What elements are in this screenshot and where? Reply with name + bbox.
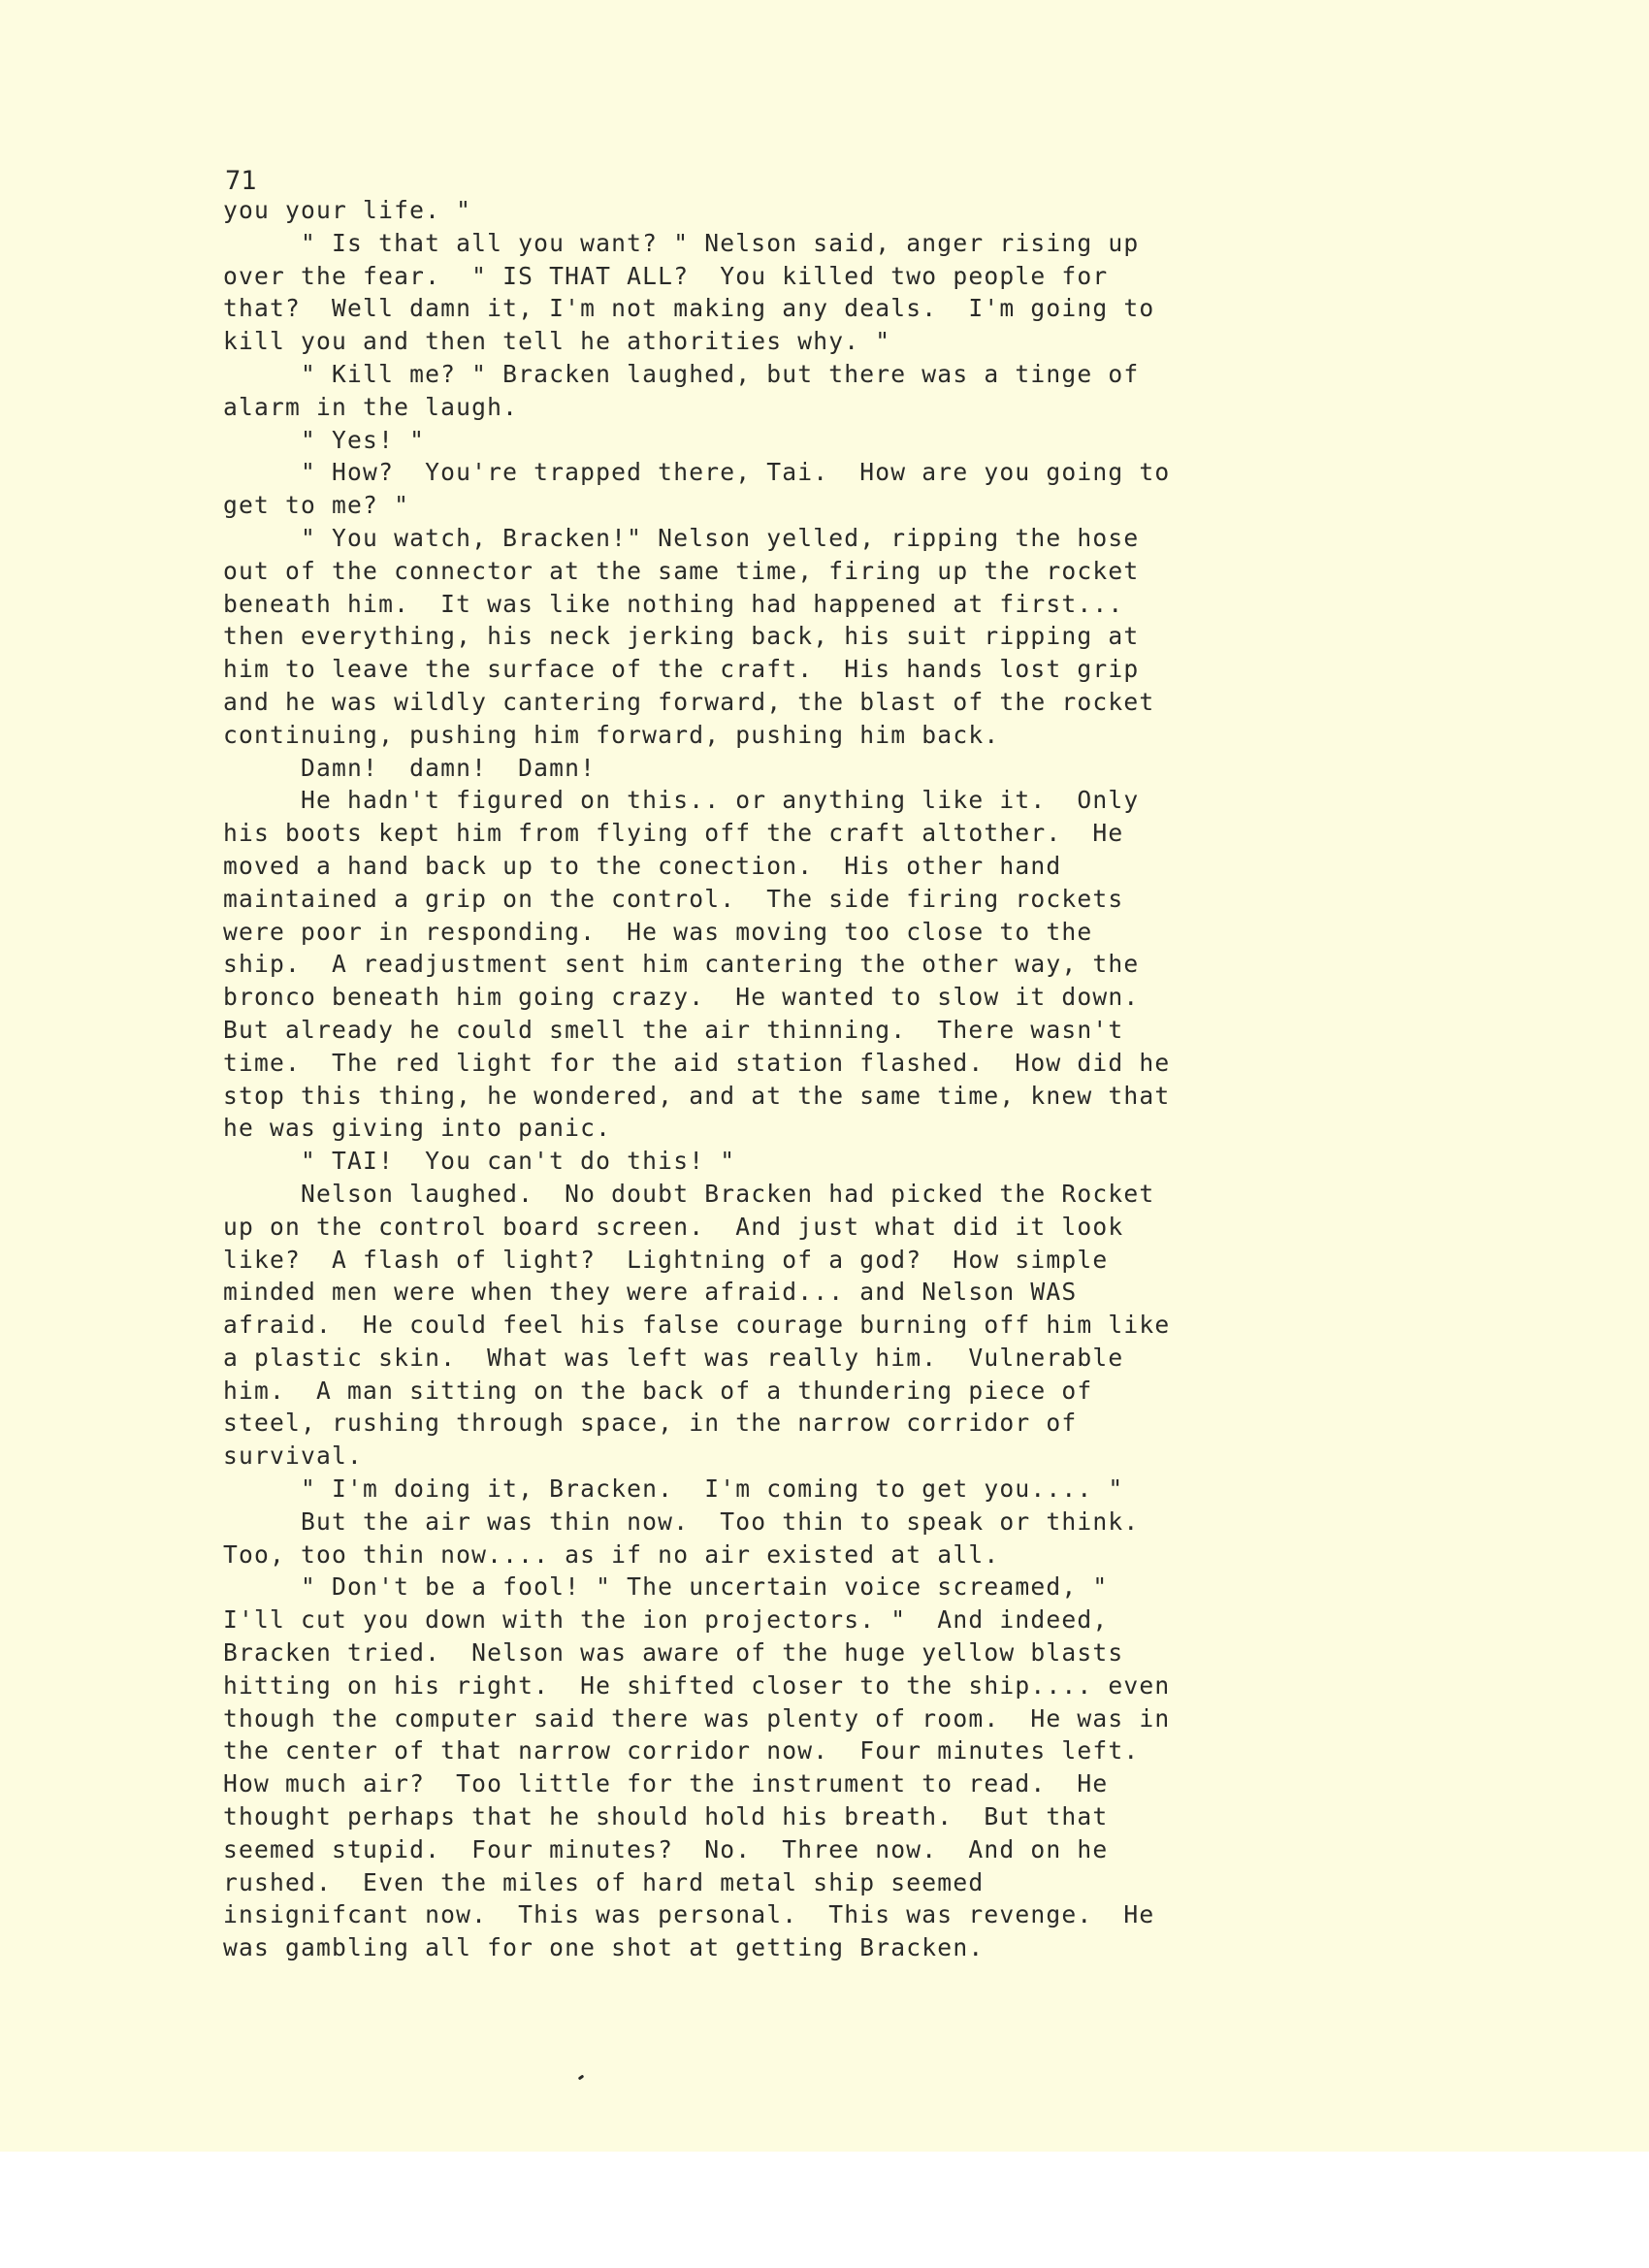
text-line: afraid. He could feel his false courage burning off him like	[223, 1311, 1171, 1340]
text-line: out of the connector at the same time, firing up the rocket	[223, 556, 1140, 585]
page-number: 71	[225, 166, 257, 196]
text-line: you your life. "	[223, 196, 472, 224]
text-line: " Don't be a fool! " The uncertain voice screamed, "	[223, 1572, 1109, 1602]
text-line: rushed. Even the miles of hard metal ship seemed	[223, 1867, 985, 1896]
text-line: ship. A readjustment sent him cantering the other way, the	[223, 950, 1140, 979]
text-line: moved a hand back up to the conection. His other hand	[223, 851, 1062, 880]
text-line: " You watch, Bracken!" Nelson yelled, ripping the hose	[223, 523, 1140, 552]
text-line: " I'm doing it, Bracken. I'm coming to get you.... "	[223, 1474, 1124, 1504]
text-line: Too, too thin now.... as if no air existed at all.	[223, 1539, 1000, 1569]
text-line: Bracken tried. Nelson was aware of the huge yellow blasts	[223, 1638, 1124, 1668]
ink-speck	[578, 2075, 585, 2081]
text-line: were poor in responding. He was moving too close to the	[223, 917, 1093, 946]
text-line: though the computer said there was plenty of room. He was in	[223, 1703, 1171, 1733]
text-line: " TAI! You can't do this! "	[223, 1147, 736, 1176]
text-line: time. The red light for the aid station flashed. How did he	[223, 1048, 1171, 1077]
text-line: was gambling all for one shot at getting Bracken.	[223, 1933, 985, 1962]
text-line: Nelson laughed. No doubt Bracken had picked the Rocket	[223, 1179, 1155, 1208]
text-line: over the fear. " IS THAT ALL? You killed two people for	[223, 261, 1109, 290]
text-line: survival.	[223, 1442, 364, 1471]
text-line: " Yes! "	[223, 425, 426, 454]
text-line: him to leave the surface of the craft. His hands lost grip	[223, 655, 1140, 684]
text-line: a plastic skin. What was left was really him. Vulnerable	[223, 1343, 1124, 1372]
text-line: Damn! damn! Damn!	[223, 753, 597, 782]
text-line: up on the control board screen. And just what did it look	[223, 1212, 1124, 1241]
text-line: " Kill me? " Bracken laughed, but there was a tinge of	[223, 359, 1140, 388]
text-line: he was giving into panic.	[223, 1114, 612, 1143]
text-line: seemed stupid. Four minutes? No. Three now. And on he	[223, 1834, 1109, 1863]
text-line: continuing, pushing him forward, pushing him back.	[223, 720, 1000, 749]
text-line: How much air? Too little for the instrument to read. He	[223, 1769, 1109, 1798]
text-line: his boots kept him from flying off the craft altother. He	[223, 819, 1124, 848]
text-line: But the air was thin now. Too thin to speak or think.	[223, 1507, 1140, 1536]
manuscript-body	[223, 194, 1170, 1964]
text-line: maintained a grip on the control. The side firing rockets	[223, 884, 1124, 913]
text-line: then everything, his neck jerking back, his suit ripping at	[223, 622, 1140, 651]
text-line: " How? You're trapped there, Tai. How are you going to	[223, 458, 1171, 487]
text-line: stop this thing, he wondered, and at the same time, knew that	[223, 1081, 1171, 1110]
text-line: like? A flash of light? Lightning of a god? How simple	[223, 1245, 1109, 1274]
text-line: the center of that narrow corridor now. Four minutes left.	[223, 1736, 1140, 1766]
text-line: " Is that all you want? " Nelson said, anger rising up	[223, 228, 1140, 257]
text-line: and he was wildly cantering forward, the blast of the rocket	[223, 687, 1155, 716]
text-line: He hadn't figured on this.. or anything like it. Only	[223, 786, 1140, 815]
text-line: that? Well damn it, I'm not making any deals. I'm going to	[223, 294, 1155, 323]
text-line: kill you and then tell he athorities why. "	[223, 327, 891, 356]
text-line: get to me? "	[223, 491, 410, 520]
text-line: bronco beneath him going crazy. He wanted to slow it down.	[223, 983, 1140, 1012]
text-line: minded men were when they were afraid... and Nelson WAS	[223, 1278, 1078, 1307]
text-line: alarm in the laugh.	[223, 392, 519, 421]
text-line: thought perhaps that he should hold his breath. But that	[223, 1802, 1109, 1831]
text-line: beneath him. It was like nothing had happened at first...	[223, 589, 1124, 618]
text-line: insignifcant now. This was personal. This was revenge. He	[223, 1900, 1155, 1929]
text-line: him. A man sitting on the back of a thundering piece of	[223, 1376, 1093, 1405]
text-line: steel, rushing through space, in the narrow corridor of	[223, 1409, 1078, 1438]
text-line: hitting on his right. He shifted closer to the ship.... even	[223, 1670, 1171, 1700]
text-line: But already he could smell the air thinning. There wasn't	[223, 1015, 1124, 1044]
text-line: I'll cut you down with the ion projectors. " And indeed,	[223, 1605, 1109, 1635]
